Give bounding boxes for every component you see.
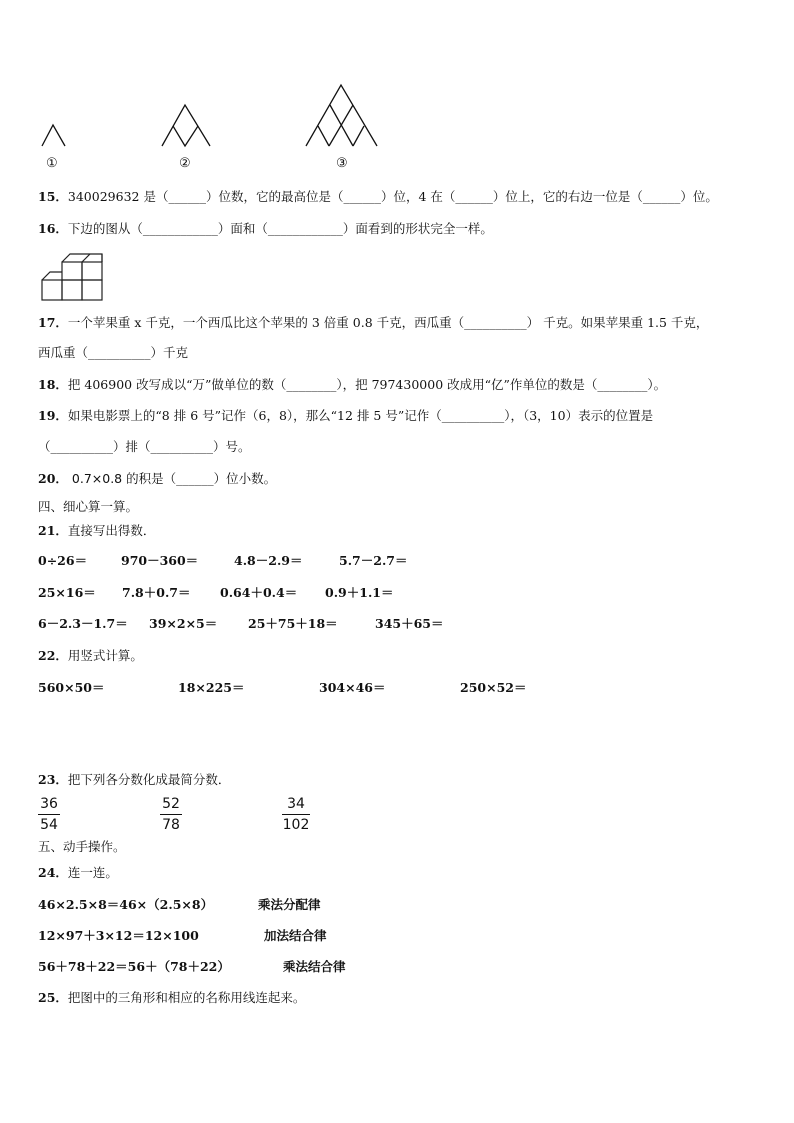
vertical-calc-item: 18×225＝ (178, 680, 245, 695)
question-16: 16．下边的图从（____________）面和（____________）面看到的形状完全一样。 (38, 221, 493, 236)
section-5-heading: 五、动手操作。 (38, 839, 126, 854)
calc-item: 970－360＝ (121, 553, 199, 568)
question-17-line2: 西瓜重（__________）千克 (38, 345, 189, 360)
question-19: 19．如果电影票上的“8 排 6 号”记作（6，8），那么“12 排 5 号”记作（__________），（3，10）表示的位置是 (38, 408, 654, 423)
question-19-line2: （__________）排（__________）号。 (38, 439, 251, 454)
fraction: 52 78 (160, 796, 182, 833)
question-24: 24．连一连。 (38, 865, 118, 880)
calc-item: 0.64＋0.4＝ (220, 585, 298, 600)
vertical-calc-item: 560×50＝ (38, 680, 105, 695)
calc-item: 25＋75＋18＝ (248, 616, 338, 631)
calc-item: 7.8＋0.7＝ (122, 585, 191, 600)
match-right-item: 加法结合律 (264, 928, 327, 943)
question-17-text-line1: 一个苹果重 x 千克，一个西瓜比这个苹果的 3 倍重 0.8 千克，西瓜重（__________） 千克。如果苹果重 1.5 千克， (67, 315, 709, 330)
question-23-text: 把下列各分数化成最简分数． (67, 772, 231, 787)
question-23: 23．把下列各分数化成最简分数． (38, 772, 231, 787)
match-left-item: 12×97＋3×12＝12×100 (38, 928, 199, 943)
question-20-text: 的积是（______）位小数。 (126, 471, 277, 486)
question-18: 18．把 406900 改写成以“万”做单位的数（________），把 797430000 改成用“亿”作单位的数是（________）。 (38, 377, 667, 392)
question-22-text: 用竖式计算。 (67, 648, 143, 663)
question-18-text: 把 406900 改写成以“万”做单位的数（________），把 797430000 改成用“亿”作单位的数是（________）。 (67, 377, 667, 392)
fraction: 34 102 (282, 796, 310, 833)
vertical-calc-item: 304×46＝ (319, 680, 386, 695)
fraction: 36 54 (38, 796, 60, 833)
vertical-calc-item: 250×52＝ (460, 680, 527, 695)
match-right-item: 乘法结合律 (283, 959, 346, 974)
question-21-text: 直接写出得数． (67, 523, 156, 538)
calc-item: 0.9＋1.1＝ (325, 585, 394, 600)
calc-item: 0÷26＝ (38, 553, 88, 568)
question-25: 25．把图中的三角形和相应的名称用线连起来。 (38, 990, 306, 1005)
question-16-text: 下边的图从（____________）面和（____________）面看到的形状完全一样。 (67, 221, 493, 236)
figure-label-2: ② (179, 156, 191, 171)
question-19-text-line1: 如果电影票上的“8 排 6 号”记作（6，8），那么“12 排 5 号”记作（__________），（3，10）表示的位置是 (67, 408, 654, 423)
calc-item: 5.7－2.7＝ (339, 553, 408, 568)
section-4-heading: 四、细心算一算。 (38, 499, 139, 514)
triangle-figure-2 (160, 102, 214, 148)
match-left-item: 46×2.5×8＝46×（2.5×8） (38, 897, 214, 912)
question-25-text: 把图中的三角形和相应的名称用线连起来。 (67, 990, 306, 1005)
figure-label-1: ① (46, 156, 58, 171)
question-20-expression: 0.7×0.8 (71, 471, 123, 486)
calc-item: 4.8－2.9＝ (234, 553, 303, 568)
question-17: 17．一个苹果重 x 千克，一个西瓜比这个苹果的 3 倍重 0.8 千克，西瓜重（__________） 千克。如果苹果重 1.5 千克， (38, 315, 709, 330)
question-22: 22．用竖式计算。 (38, 648, 143, 663)
calc-item: 25×16＝ (38, 585, 96, 600)
match-left-item: 56＋78＋22＝56＋（78＋22） (38, 959, 230, 974)
triangle-figure-1 (40, 122, 70, 148)
calc-item: 6－2.3－1.7＝ (38, 616, 128, 631)
question-21: 21．直接写出得数． (38, 523, 156, 538)
question-20: 20． 0.7×0.8 的积是（______）位小数。 (38, 471, 277, 486)
question-15: 15．340029632 是（______）位数，它的最高位是（______）位，4 在（______）位上，它的右边一位是（______）位。 (38, 189, 718, 204)
cube-stack-figure (40, 250, 106, 304)
question-15-text: 340029632 是（______）位数，它的最高位是（______）位，4 在（______）位上，它的右边一位是（______）位。 (67, 189, 718, 204)
calc-item: 345＋65＝ (375, 616, 444, 631)
triangle-figure-3 (304, 82, 380, 148)
match-right-item: 乘法分配律 (258, 897, 321, 912)
figure-label-3: ③ (336, 156, 348, 171)
question-24-text: 连一连。 (67, 865, 118, 880)
calc-item: 39×2×5＝ (149, 616, 218, 631)
